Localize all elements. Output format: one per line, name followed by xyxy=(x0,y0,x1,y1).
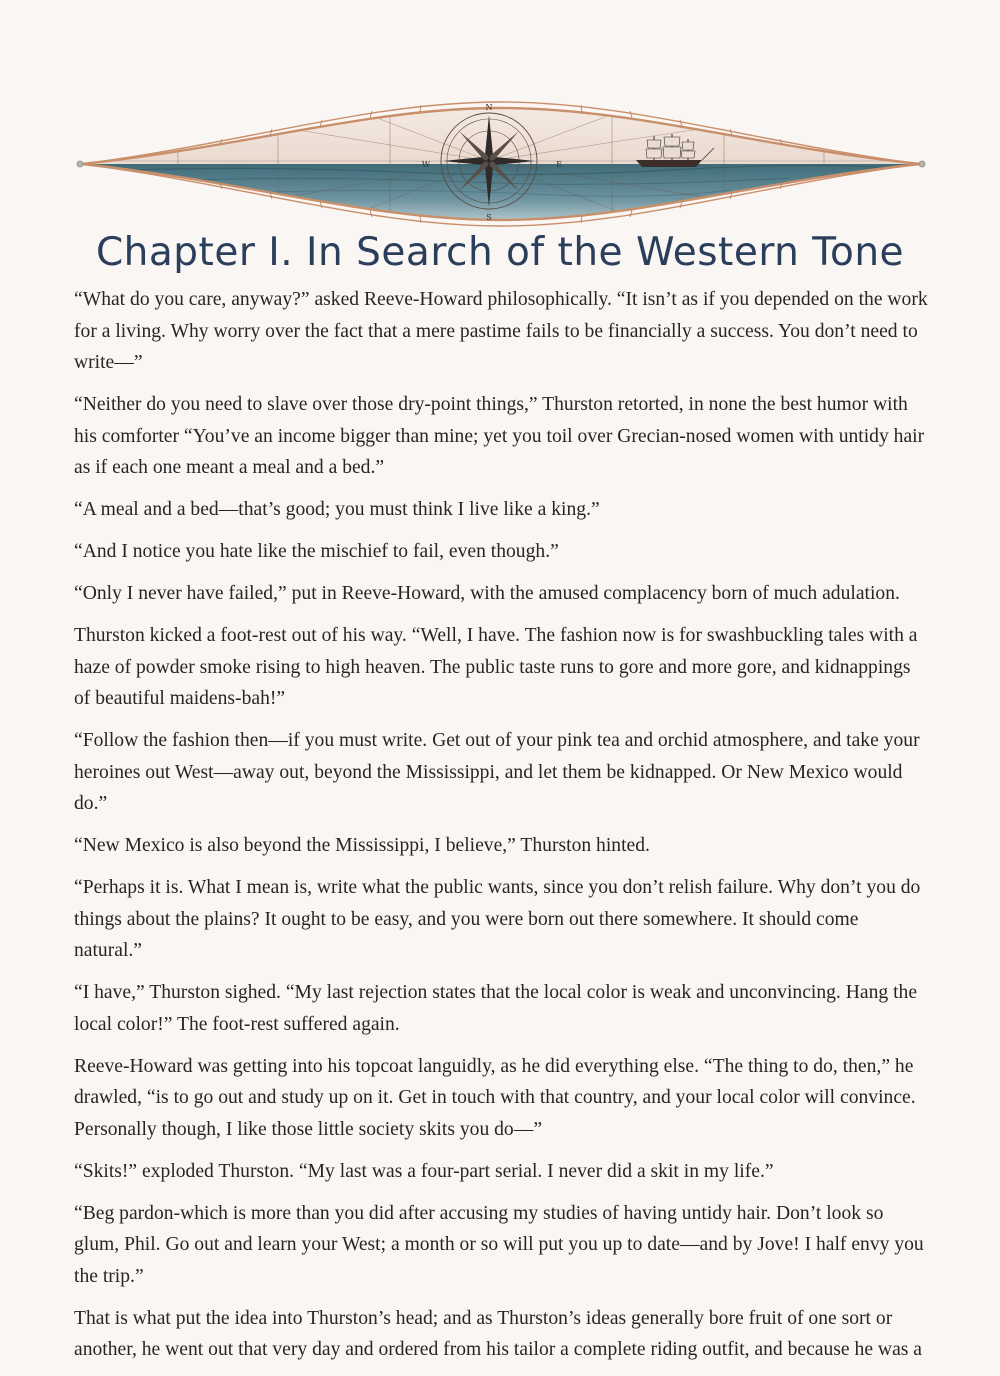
compass-letter-n: N xyxy=(485,103,493,112)
paragraph: “And I notice you hate like the mischief to fail, even though.” xyxy=(74,541,559,562)
paragraph: “Only I never have failed,” put in Reeve-Howard, with the amused complacency born of much adulation. xyxy=(74,583,900,604)
paragraph: Reeve-Howard was getting into his topcoat languidly, as he did everything else. “The thing to do, then,” he drawled, “is to go out and study up on it. Get in touch with that country, and your local color will convince. Personally though, I like those little society skits you do—” xyxy=(74,1055,916,1140)
paragraph: “Neither do you need to slave over those dry-point things,” Thurston retorted, in none the best humor with his comforter “You’ve an income bigger than mine; yet you toil over Grecian-nosed women with untidy hair as if each one meant a meal and a bed.” xyxy=(74,394,925,478)
chapter-title: Chapter I. In Search of the Western Tone xyxy=(95,230,905,275)
compass-letter-s: S xyxy=(486,213,492,222)
paragraph: “A meal and a bed—that’s good; you must think I live like a king.” xyxy=(74,499,600,520)
chapter-body xyxy=(74,284,930,1376)
paragraph: “I have,” Thurston sighed. “My last rejection states that the local color is weak and unconvincing. Hang the local color!” The foot-rest suffered again. xyxy=(74,982,918,1035)
paragraph: “Follow the fashion then—if you must write. Get out of your pink tea and orchid atmosphere, and take your heroines out West—away out, beyond the Mississippi, and let them be kidnapped. Or New Mexico would do.” xyxy=(74,730,920,814)
paragraph: Thurston kicked a foot-rest out of his way. “Well, I have. The fashion now is for swashbuckling tales with a haze of powder smoke rising to high heaven. The public taste runs to gore and more gore, and kidnappings of beautiful maidens-bah!” xyxy=(74,625,918,709)
paragraph: That is what put the idea into Thurston’s head; and as Thurston’s ideas generally bore fruit of one sort or another, he went out that very day and ordered from his tailor a complete riding outfit, and because he was a xyxy=(74,1307,922,1360)
paragraph: “New Mexico is also beyond the Mississippi, I believe,” Thurston hinted. xyxy=(74,835,650,856)
compass-letter-w: W xyxy=(421,160,431,169)
compass-ship-ornament xyxy=(70,96,932,228)
paragraph: “Perhaps it is. What I mean is, write what the public wants, since you don’t relish failure. Why don’t you do things about the plains? It ought to be easy, and you were born out there somewhere. It should come natural.” xyxy=(74,877,921,961)
paragraph: “What do you care, anyway?” asked Reeve-Howard philosophically. “It isn’t as if you depended on the work for a living. Why worry over the fact that a mere pastime fails to be financially a success. You don’t need to write—” xyxy=(74,289,928,373)
paragraph: “Skits!” exploded Thurston. “My last was a four-part serial. I never did a skit in my life.” xyxy=(74,1160,774,1182)
compass-letter-e: E xyxy=(556,160,562,169)
paragraph: “Beg pardon-which is more than you did after accusing my studies of having untidy hair. Don’t look so glum, Phil. Go out and learn your West; a month or so will put you up to date—and by Jove! I half envy you the trip.” xyxy=(74,1202,924,1287)
